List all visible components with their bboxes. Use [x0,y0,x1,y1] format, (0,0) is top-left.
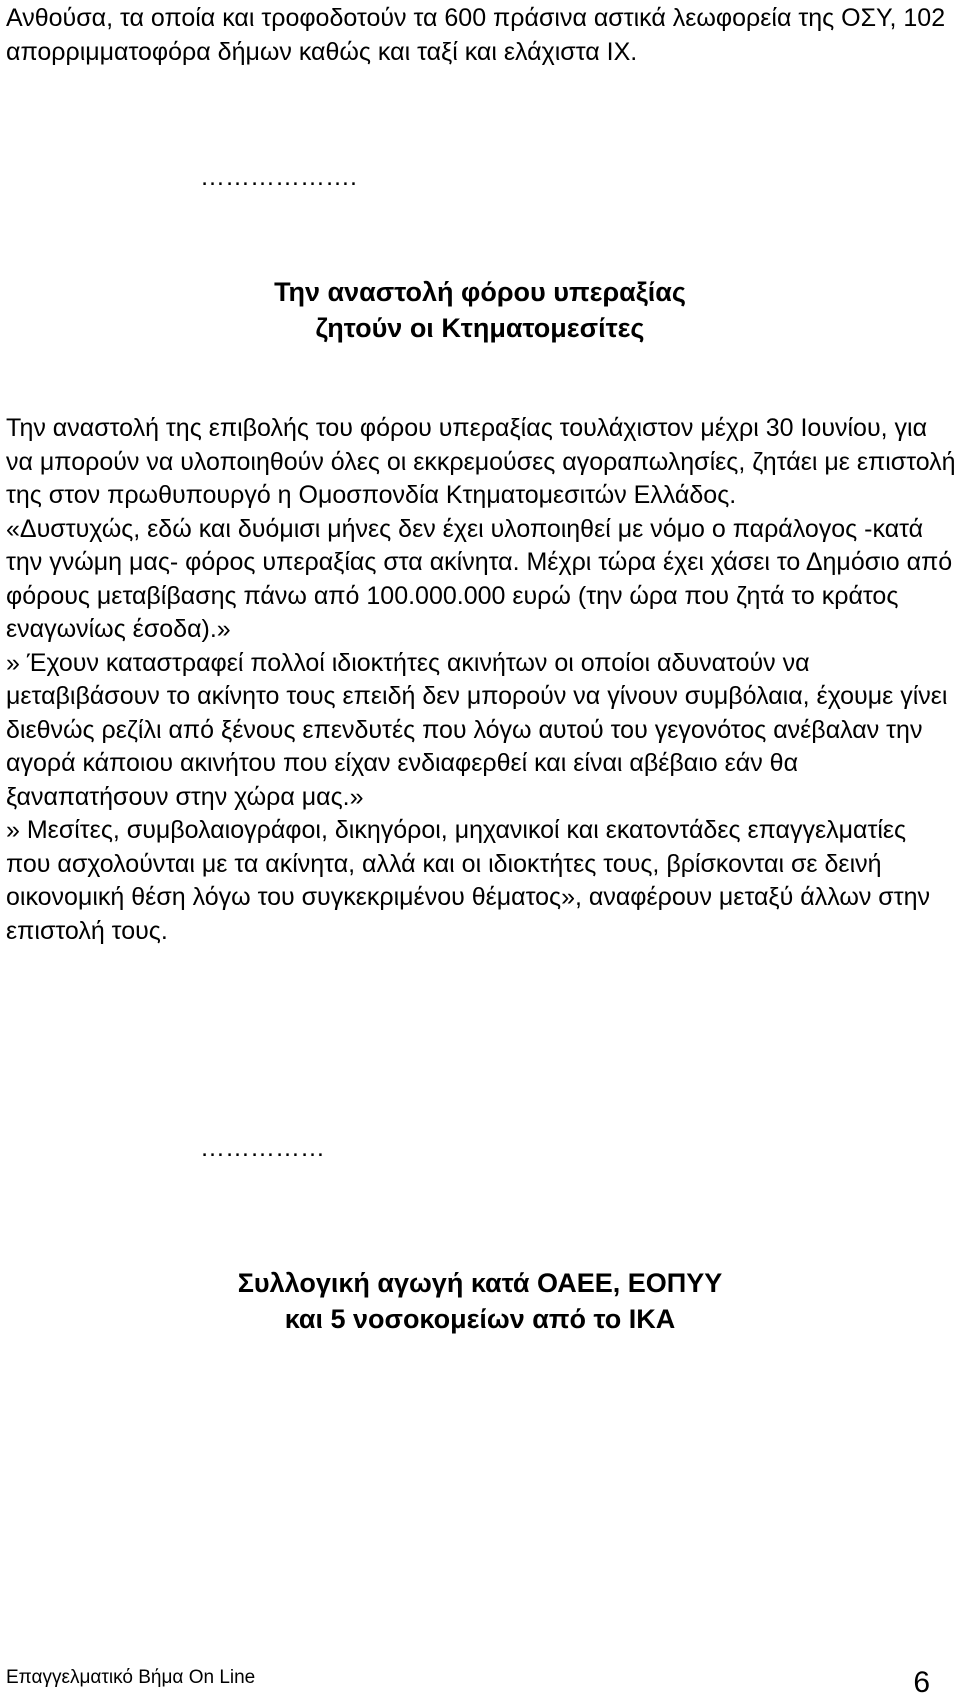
article-body [6,412,956,948]
article-tail-paragraph: Ανθούσα, τα οποία και τροφοδοτούν τα 600 πράσινα αστικά λεωφορεία της ΟΣΥ, 102 απορριμματοφόρα δήμων καθώς και ταξί και ελάχιστα ΙΧ. [6,4,946,66]
article-headline [0,1265,960,1337]
footer-publication: Επαγγελματικό Βήμα On Line [6,1667,256,1688]
section-separator: …………… [200,1134,325,1162]
article-paragraph-3: » Έχουν καταστραφεί πολλοί ιδιοκτήτες ακινήτων οι οποίοι αδυνατούν να μεταβιβάσουν το ακίνητο τους επειδή δεν μπορούν να γίνουν συμβόλαια, έχουμε γίνει διεθνώς ρεζίλι από ξένους επενδυτές που λόγω αυτού του γεγονότος ανέβαλαν την αγορά κάποιου ακινήτου που είχαν ενδιαφερθεί και είναι αβέβαιο εάν θα ξαναπατήσουν στην χώρα μας.» [6,648,948,811]
article-paragraph-4: » Μεσίτες, συμβολαιογράφοι, δικηγόροι, μηχανικοί και εκατοντάδες επαγγελματίες που ασχολούνται με τα ακίνητα, αλλά και οι ιδιοκτήτες τους, βρίσκονται σε δεινή οικονομική θέση λόγω του συγκεκριμένου θέματος», αναφέρουν μεταξύ άλλων στην επιστολή τους. [6,816,930,945]
headline-line-1: Συλλογική αγωγή κατά ΟΑΕΕ, ΕΟΠΥΥ [237,1268,723,1298]
section-separator: ………………. [200,163,357,191]
headline-line-2: ζητούν οι Κτηματομεσίτες [315,313,645,343]
headline-line-2: και 5 νοσοκομείων από το ΙΚΑ [284,1304,676,1334]
article-headline [0,274,960,346]
article-paragraph-1: Την αναστολή της επιβολής του φόρου υπεραξίας τουλάχιστον μέχρι 30 Ιουνίου, για να μπορούν να υλοποιηθούν όλες οι εκκρεμούσες αγοραπωλησίες, ζητάει με επιστολή της στον πρωθυπουργό η Ομοσπονδία Κτηματομεσιτών Ελλάδος. [6,414,956,509]
headline-line-1: Την αναστολή φόρου υπεραξίας [274,277,686,307]
article-paragraph-2: «Δυστυχώς, εδώ και δυόμισι μήνες δεν έχει υλοποιηθεί με νόμο ο παράλογος -κατά την γνώμη μας- φόρος υπεραξίας στα ακίνητα. Μέχρι τώρα έχει χάσει το Δημόσιο από φόρους μεταβίβασης πάνω από 100.000.000 ευρώ (την ώρα που ζητά το κράτος εναγωνίως έσοδα).» [6,514,953,643]
page-number: 6 [913,1666,930,1699]
